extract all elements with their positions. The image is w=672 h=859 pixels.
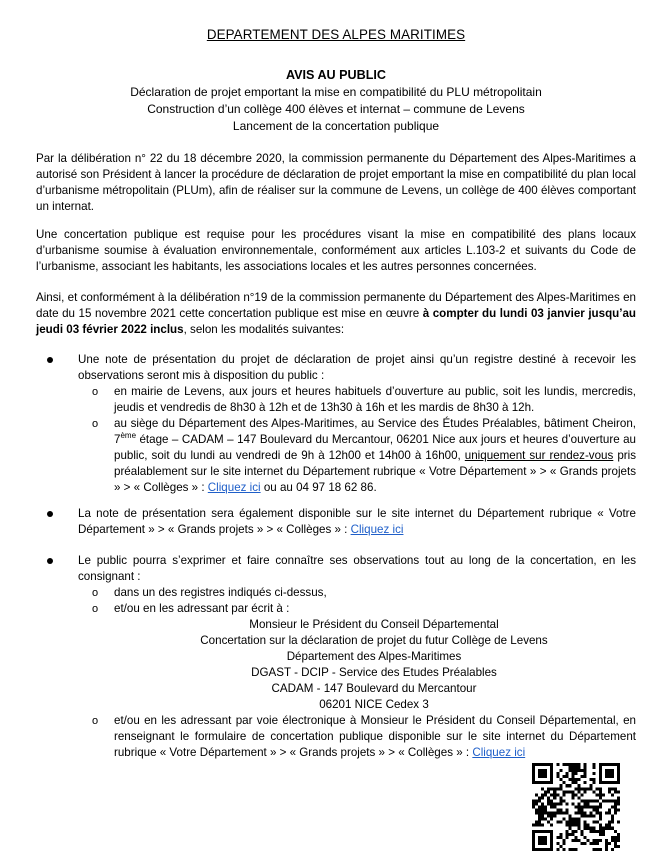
list-item-note-online: [60, 506, 636, 538]
bullet-text: Une note de présentation du projet de déclaration de projet ainsi qu’un registre destiné à recevoir les observations seront mis à disposition du public :: [78, 353, 636, 382]
list-item-note-presentation: [60, 352, 636, 496]
sub-item-text: et/ou en les adressant par écrit à :: [114, 602, 290, 615]
bullet-icon: [47, 558, 53, 564]
sub-item-text-after: pris préalablement sur le site internet du Département rubrique « Votre Département » > « Grands projets » > « Collèges » :: [114, 449, 637, 494]
cliquez-ici-link-2[interactable]: Cliquez ici: [350, 523, 404, 536]
address-line: Département des Alpes-Maritimes: [286, 650, 462, 663]
bullet-icon: [47, 357, 53, 363]
paragraph-deliberation: Par la délibération n° 22 du 18 décembre 2020, la commission permanente du Département des Alpes-Maritimes a autorisé son Président à lancer la procédure de déclaration de projet emportant la mise en compatibilité du plan local d’urbanisme métropolitain (PLUm), afin de réaliser sur la commune de Levens, un collège de 400 élèves comportant un internat.: [36, 152, 636, 213]
sub-item-mairie: [92, 384, 636, 416]
cliquez-ici-link-3[interactable]: Cliquez ici: [472, 746, 526, 759]
bullet-text: Le public pourra s’exprimer et faire connaître ses observations tout au long de la concertation, en les consignant :: [78, 554, 636, 583]
sub-item-ecrit: [92, 601, 636, 617]
cliquez-ici-link-1[interactable]: Cliquez ici: [207, 481, 261, 494]
sub-item-text: et/ou en les adressant par voie électronique à Monsieur le Président du Conseil Départemental, en renseignant le formulaire de concertation publique disponible sur le site internet du Département rubrique « Votre Département » > « Grands projets » > « Collèges » :: [114, 714, 636, 759]
paragraph-dates-start: Ainsi, et conformément à la délibération n°19 de la commission permanente du Département des Alpes-Maritimes en date du 15 novembre 2021 cette concertation publique est mise en œuvre: [36, 291, 636, 320]
notice-title: AVIS AU PUBLIC: [285, 68, 387, 82]
appointment-notice: uniquement sur rendez-vous: [464, 449, 614, 462]
circle-bullet-icon: o: [92, 386, 99, 398]
sub-item-electronique: [92, 713, 636, 761]
address-line: 06201 NICE Cedex 3: [319, 698, 429, 711]
concertation-dates: à compter du lundi 03 janvier jusqu’au jeudi 03 février 2022 inclus: [36, 307, 636, 336]
paragraph-dates-end: , selon les modalités suivantes:: [183, 323, 345, 336]
sub-item-text: dans un des registres indiqués ci-dessus,: [114, 586, 327, 599]
sub-item-siege: [92, 416, 637, 496]
notice-subtitle-2: Construction d’un collège 400 élèves et internat – commune de Levens: [147, 102, 525, 116]
circle-bullet-icon: o: [92, 603, 99, 615]
postal-address: [114, 617, 634, 713]
circle-bullet-icon: o: [92, 418, 99, 430]
list-item-public-observations: [60, 553, 636, 761]
department-title: DEPARTEMENT DES ALPES MARITIMES: [206, 27, 466, 42]
superscript-ordinal: ème: [120, 431, 137, 441]
sub-item-registres: [92, 585, 636, 601]
notice-subtitle-3: Lancement de la concertation publique: [232, 119, 440, 133]
notice-header: [0, 67, 672, 135]
notice-subtitle-1: Déclaration de projet emportant la mise en compatibilité du PLU métropolitain: [130, 85, 542, 99]
address-line: Monsieur le Président du Conseil Départemental: [249, 618, 499, 631]
qr-code-icon[interactable]: [532, 763, 620, 851]
bullet-icon: [47, 511, 53, 517]
sub-item-text-start: au siège du Département des Alpes-Maritimes, au Service des Études Préalables, bâtiment Cheiron, 7: [114, 417, 636, 446]
phone-number: ou au 04 97 18 62 86.: [260, 481, 377, 494]
address-line: CADAM - 147 Boulevard du Mercantour: [271, 682, 477, 695]
circle-bullet-icon: o: [92, 715, 99, 727]
paragraph-concertation: Une concertation publique est requise pour les procédures visant la mise en compatibilité des plans locaux d’urbanisme soumise à évaluation environnementale, conformément aux articles L.103-2 et suivants du Code de l’urbanisme, associant les habitants, les associations locales et les autres personnes concernées.: [36, 228, 636, 273]
address-line: Concertation sur la déclaration de projet du futur Collège de Levens: [200, 634, 548, 647]
bullet-text: [78, 506, 636, 538]
paragraph-dates: [36, 290, 636, 338]
address-line: DGAST - DCIP - Service des Etudes Préalables: [251, 666, 497, 679]
sub-item-text-mid: étage – CADAM – 147 Boulevard du Mercantour, 06201 Nice aux jours et heures d’ouverture au public, soit du lundi au vendredi de 9h à 12h00 et 14h00 à 16h00,: [114, 433, 636, 462]
bullet-text-body: La note de présentation sera également disponible sur le site internet du Département rubrique « Votre Département » > « Grands projets » > « Collèges » :: [78, 507, 636, 536]
sub-item-text: en mairie de Levens, aux jours et heures habituels d’ouverture au public, soit les lundis, mercredis, jeudis et vendredis de 8h30 à 12h et de 13h30 à 16h et les mardis de 8h30 à 12h.: [114, 385, 636, 414]
circle-bullet-icon: o: [92, 587, 99, 599]
